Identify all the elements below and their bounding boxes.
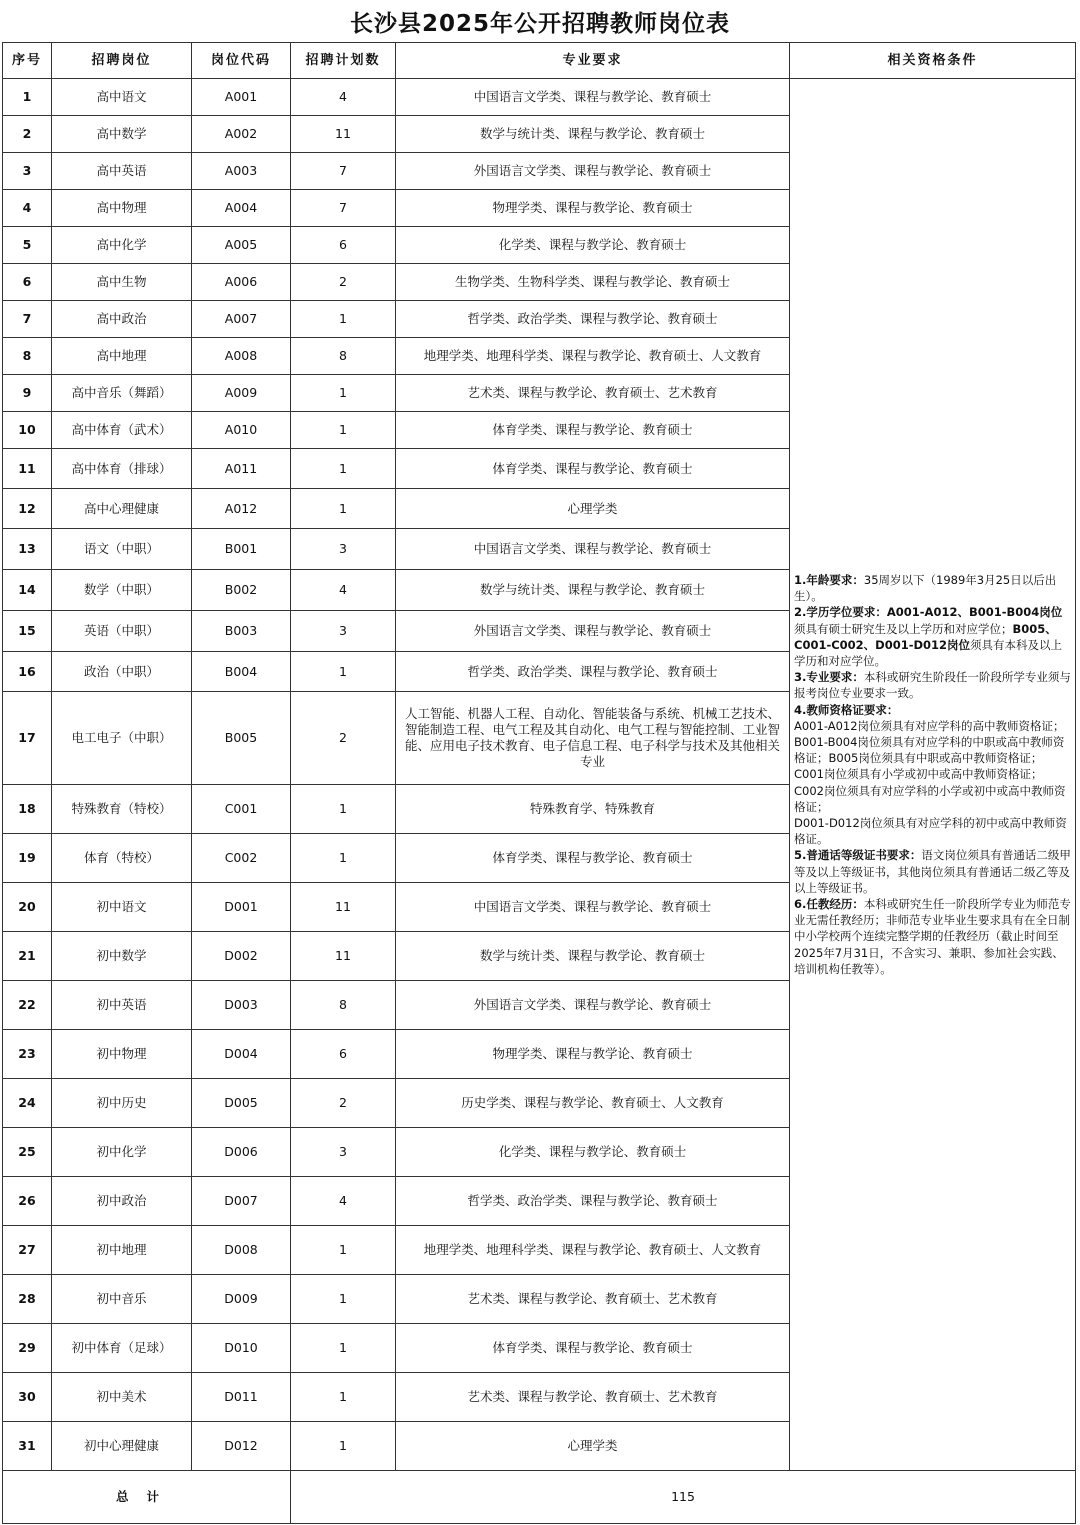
cell-seq: 28 — [3, 1275, 52, 1324]
cell-post: 初中数学 — [52, 932, 192, 981]
cell-post: 初中地理 — [52, 1226, 192, 1275]
cell-code: D006 — [192, 1128, 291, 1177]
qualification-head: 2.学历学位要求：A001-A012、B001-B004岗位 — [794, 605, 1063, 620]
qualification-head: 1.年龄要求： — [794, 572, 864, 587]
total-row — [3, 1471, 1076, 1524]
cell-code: B001 — [192, 529, 291, 570]
cell-code: A006 — [192, 264, 291, 301]
qualification-head: 6.任教经历： — [794, 897, 864, 912]
header-seq: 序号 — [3, 43, 52, 79]
cell-code: B005 — [192, 692, 291, 785]
cell-code: C001 — [192, 785, 291, 834]
qualification-item — [794, 896, 1071, 977]
cell-major: 哲学类、政治学类、课程与教学论、教育硕士 — [396, 1177, 790, 1226]
cell-plan: 6 — [291, 227, 396, 264]
cell-major: 中国语言文学类、课程与教学论、教育硕士 — [396, 79, 790, 116]
cell-major: 中国语言文学类、课程与教学论、教育硕士 — [396, 883, 790, 932]
cell-seq: 23 — [3, 1030, 52, 1079]
cell-major: 历史学类、课程与教学论、教育硕士、人文教育 — [396, 1079, 790, 1128]
cell-post: 体育（特校） — [52, 834, 192, 883]
cell-code: D002 — [192, 932, 291, 981]
cell-major: 地理学类、地理科学类、课程与教学论、教育硕士、人文教育 — [396, 1226, 790, 1275]
qualification-item — [794, 815, 1071, 847]
cell-post: 英语（中职） — [52, 611, 192, 652]
qualification-text: D001-D012岗位须具有对应学科的初中或高中教师资格证。 — [794, 816, 1067, 847]
cell-major: 化学类、课程与教学论、教育硕士 — [396, 227, 790, 264]
cell-major: 心理学类 — [396, 1422, 790, 1471]
cell-post: 初中历史 — [52, 1079, 192, 1128]
cell-plan: 11 — [291, 116, 396, 153]
cell-post: 初中物理 — [52, 1030, 192, 1079]
cell-plan: 1 — [291, 834, 396, 883]
cell-code: D010 — [192, 1324, 291, 1373]
cell-code: D009 — [192, 1275, 291, 1324]
cell-code: D011 — [192, 1373, 291, 1422]
cell-code: A008 — [192, 338, 291, 375]
cell-code: A012 — [192, 489, 291, 529]
cell-major: 艺术类、课程与教学论、教育硕士、艺术教育 — [396, 375, 790, 412]
cell-code: B004 — [192, 652, 291, 692]
cell-major: 中国语言文学类、课程与教学论、教育硕士 — [396, 529, 790, 570]
cell-plan: 7 — [291, 153, 396, 190]
cell-seq: 30 — [3, 1373, 52, 1422]
cell-major: 数学与统计类、课程与教学论、教育硕士 — [396, 116, 790, 153]
cell-seq: 18 — [3, 785, 52, 834]
qualification-cell — [790, 79, 1076, 1471]
cell-code: A009 — [192, 375, 291, 412]
cell-code: A001 — [192, 79, 291, 116]
cell-major: 外国语言文学类、课程与教学论、教育硕士 — [396, 153, 790, 190]
cell-seq: 12 — [3, 489, 52, 529]
cell-code: A010 — [192, 412, 291, 449]
cell-post: 特殊教育（特校） — [52, 785, 192, 834]
qualification-text: 语文岗位须具有普通话二级甲等及以上等级证书，其他岗位须具有普通话二级乙等及以上等级证书。 — [794, 848, 1071, 895]
cell-plan: 1 — [291, 652, 396, 692]
cell-seq: 27 — [3, 1226, 52, 1275]
cell-major: 哲学类、政治学类、课程与教学论、教育硕士 — [396, 301, 790, 338]
cell-plan: 1 — [291, 1324, 396, 1373]
cell-plan: 1 — [291, 785, 396, 834]
qualification-item — [794, 604, 1071, 669]
cell-post: 高中英语 — [52, 153, 192, 190]
page-title: 长沙县2025年公开招聘教师岗位表 — [349, 10, 730, 37]
cell-post: 高中体育（武术） — [52, 412, 192, 449]
cell-seq: 7 — [3, 301, 52, 338]
cell-major: 艺术类、课程与教学论、教育硕士、艺术教育 — [396, 1275, 790, 1324]
cell-seq: 17 — [3, 692, 52, 785]
cell-code: A003 — [192, 153, 291, 190]
cell-seq: 9 — [3, 375, 52, 412]
cell-post: 初中美术 — [52, 1373, 192, 1422]
cell-plan: 1 — [291, 1422, 396, 1471]
cell-seq: 2 — [3, 116, 52, 153]
qualification-head: 3.专业要求： — [794, 670, 864, 685]
cell-major: 物理学类、课程与教学论、教育硕士 — [396, 190, 790, 227]
header-post: 招聘岗位 — [52, 43, 192, 79]
cell-code: D003 — [192, 981, 291, 1030]
qualification-text: 须具有硕士研究生及以上学历和对应学位； — [794, 621, 1013, 636]
cell-code: D004 — [192, 1030, 291, 1079]
cell-post: 初中英语 — [52, 981, 192, 1030]
cell-code: D001 — [192, 883, 291, 932]
cell-seq: 10 — [3, 412, 52, 449]
cell-major: 人工智能、机器人工程、自动化、智能装备与系统、机械工艺技术、智能制造工程、电气工程及其自动化、电气工程与智能控制、工业智能、应用电子技术教育、电子信息工程、电子科学与技术及其他相关专业 — [396, 692, 790, 785]
cell-major: 物理学类、课程与教学论、教育硕士 — [396, 1030, 790, 1079]
recruitment-table — [2, 42, 1076, 1524]
qualification-item — [794, 847, 1071, 896]
cell-code: D012 — [192, 1422, 291, 1471]
cell-post: 高中生物 — [52, 264, 192, 301]
cell-seq: 20 — [3, 883, 52, 932]
cell-seq: 15 — [3, 611, 52, 652]
cell-code: A005 — [192, 227, 291, 264]
cell-plan: 2 — [291, 692, 396, 785]
cell-seq: 11 — [3, 449, 52, 489]
cell-seq: 3 — [3, 153, 52, 190]
cell-major: 化学类、课程与教学论、教育硕士 — [396, 1128, 790, 1177]
qualification-text: A001-A012岗位须具有对应学科的高中教师资格证； — [794, 718, 1065, 733]
cell-post: 高中语文 — [52, 79, 192, 116]
cell-code: A002 — [192, 116, 291, 153]
cell-post: 高中心理健康 — [52, 489, 192, 529]
qualification-item — [794, 734, 1071, 766]
cell-code: A011 — [192, 449, 291, 489]
header-major: 专业要求 — [396, 43, 790, 79]
cell-post: 初中政治 — [52, 1177, 192, 1226]
cell-major: 体育学类、课程与教学论、教育硕士 — [396, 834, 790, 883]
cell-post: 语文（中职） — [52, 529, 192, 570]
cell-post: 高中数学 — [52, 116, 192, 153]
cell-plan: 4 — [291, 79, 396, 116]
cell-major: 外国语言文学类、课程与教学论、教育硕士 — [396, 981, 790, 1030]
qualification-text: B001-B004岗位须具有对应学科的中职或高中教师资格证；B005岗位须具有中职或高中教师资格证； — [794, 734, 1065, 766]
cell-seq: 29 — [3, 1324, 52, 1373]
header-row — [3, 43, 1076, 79]
cell-seq: 4 — [3, 190, 52, 227]
cell-major: 哲学类、政治学类、课程与教学论、教育硕士 — [396, 652, 790, 692]
qualification-item — [794, 702, 1071, 718]
qualification-item — [794, 718, 1071, 734]
cell-post: 电工电子（中职） — [52, 692, 192, 785]
cell-plan: 11 — [291, 932, 396, 981]
cell-seq: 6 — [3, 264, 52, 301]
cell-major: 体育学类、课程与教学论、教育硕士 — [396, 1324, 790, 1373]
qualification-text: 35周岁以下（1989年3月25日以后出生）。 — [794, 572, 1057, 604]
cell-seq: 24 — [3, 1079, 52, 1128]
cell-seq: 22 — [3, 981, 52, 1030]
cell-major: 心理学类 — [396, 489, 790, 529]
cell-post: 政治（中职） — [52, 652, 192, 692]
qualification-head: 5.普通话等级证书要求： — [794, 848, 922, 863]
qualification-text: 本科或研究生阶段任一阶段所学专业须与报考岗位专业要求一致。 — [794, 670, 1071, 701]
cell-seq: 5 — [3, 227, 52, 264]
cell-seq: 1 — [3, 79, 52, 116]
cell-major: 体育学类、课程与教学论、教育硕士 — [396, 449, 790, 489]
qualification-head: 4.教师资格证要求： — [794, 702, 899, 717]
cell-code: D005 — [192, 1079, 291, 1128]
cell-seq: 8 — [3, 338, 52, 375]
cell-plan: 1 — [291, 1373, 396, 1422]
cell-post: 初中化学 — [52, 1128, 192, 1177]
cell-seq: 31 — [3, 1422, 52, 1471]
qualification-text2: 须具有本科及以上学历和对应学位。 — [794, 637, 1063, 668]
cell-plan: 1 — [291, 375, 396, 412]
cell-plan: 4 — [291, 1177, 396, 1226]
cell-seq: 14 — [3, 570, 52, 611]
cell-major: 特殊教育学、特殊教育 — [396, 785, 790, 834]
qualification-item — [794, 766, 1071, 815]
cell-seq: 25 — [3, 1128, 52, 1177]
header-plan: 招聘计划数 — [291, 43, 396, 79]
cell-plan: 4 — [291, 570, 396, 611]
cell-major: 地理学类、地理科学类、课程与教学论、教育硕士、人文教育 — [396, 338, 790, 375]
cell-code: C002 — [192, 834, 291, 883]
total-value: 115 — [291, 1471, 1076, 1524]
cell-post: 初中语文 — [52, 883, 192, 932]
cell-post: 高中体育（排球） — [52, 449, 192, 489]
cell-major: 数学与统计类、课程与教学论、教育硕士 — [396, 570, 790, 611]
cell-post: 初中音乐 — [52, 1275, 192, 1324]
qualification-item — [794, 572, 1071, 604]
cell-post: 高中音乐（舞蹈） — [52, 375, 192, 412]
total-label: 总计 — [3, 1471, 291, 1524]
cell-code: A004 — [192, 190, 291, 227]
cell-major: 体育学类、课程与教学论、教育硕士 — [396, 412, 790, 449]
cell-plan: 2 — [291, 1079, 396, 1128]
cell-seq: 26 — [3, 1177, 52, 1226]
cell-plan: 7 — [291, 190, 396, 227]
cell-code: D007 — [192, 1177, 291, 1226]
cell-post: 初中心理健康 — [52, 1422, 192, 1471]
cell-seq: 13 — [3, 529, 52, 570]
cell-post: 高中化学 — [52, 227, 192, 264]
cell-major: 生物学类、生物科学类、课程与教学论、教育硕士 — [396, 264, 790, 301]
cell-seq: 21 — [3, 932, 52, 981]
cell-plan: 6 — [291, 1030, 396, 1079]
cell-plan: 1 — [291, 412, 396, 449]
qualification-text: C001岗位须具有小学或初中或高中教师资格证；C002岗位须具有对应学科的小学或初中或高中教师资格证； — [794, 767, 1066, 814]
cell-major: 艺术类、课程与教学论、教育硕士、艺术教育 — [396, 1373, 790, 1422]
table-row — [3, 79, 1076, 116]
cell-post: 初中体育（足球） — [52, 1324, 192, 1373]
cell-post: 高中地理 — [52, 338, 192, 375]
qualification-item — [794, 669, 1071, 701]
cell-major: 外国语言文学类、课程与教学论、教育硕士 — [396, 611, 790, 652]
cell-plan: 1 — [291, 301, 396, 338]
qualification-text: 本科或研究生任一阶段所学专业为师范专业无需任教经历；非师范专业毕业生要求具有在全日制中小学校两个连续完整学期的任教经历（截止时间至2025年7月31日，不含实习、兼职、参加社会实践、培训机构任教等）。 — [794, 897, 1071, 976]
cell-plan: 3 — [291, 611, 396, 652]
cell-plan: 1 — [291, 1226, 396, 1275]
cell-plan: 3 — [291, 529, 396, 570]
cell-plan: 1 — [291, 489, 396, 529]
cell-plan: 11 — [291, 883, 396, 932]
cell-post: 高中物理 — [52, 190, 192, 227]
cell-seq: 19 — [3, 834, 52, 883]
cell-plan: 3 — [291, 1128, 396, 1177]
cell-post: 高中政治 — [52, 301, 192, 338]
qualification-head2: B005、C001-C002、D001-D012岗位 — [794, 621, 1057, 652]
cell-code: A007 — [192, 301, 291, 338]
cell-major: 数学与统计类、课程与教学论、教育硕士 — [396, 932, 790, 981]
cell-post: 数学（中职） — [52, 570, 192, 611]
cell-plan: 8 — [291, 338, 396, 375]
cell-plan: 1 — [291, 1275, 396, 1324]
cell-plan: 2 — [291, 264, 396, 301]
cell-plan: 1 — [291, 449, 396, 489]
cell-code: B002 — [192, 570, 291, 611]
header-qualification: 相关资格条件 — [790, 43, 1076, 79]
cell-plan: 8 — [291, 981, 396, 1030]
cell-seq: 16 — [3, 652, 52, 692]
cell-code: B003 — [192, 611, 291, 652]
cell-code: D008 — [192, 1226, 291, 1275]
header-code: 岗位代码 — [192, 43, 291, 79]
